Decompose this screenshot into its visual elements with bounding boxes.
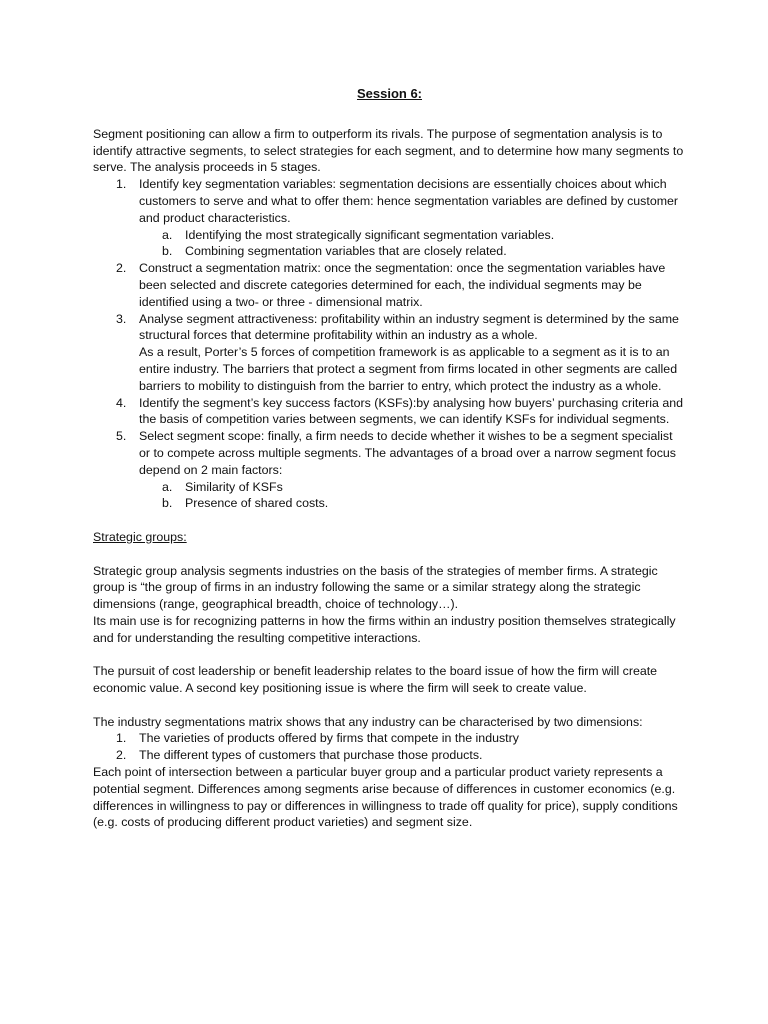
list-item-text: Analyse segment attractiveness: profitability within an industry segment is determined by the same structural forces that determine profitability within an industry as a whole. <box>139 311 679 343</box>
list-number: 3. <box>116 311 127 326</box>
sub-list-item <box>139 495 686 512</box>
list-item-text: Identify key segmentation variables: segmentation decisions are essentially choices about which customers to serve and what to offer them: hence segmentation variables are defined by customer and product characteristics. <box>139 177 679 225</box>
sub-list-item-text: Combining segmentation variables that are closely related. <box>185 244 507 259</box>
sub-list-item <box>139 243 686 260</box>
sub-list-item-text: Presence of shared costs. <box>185 496 329 511</box>
list-item-text-continued: As a result, Porter’s 5 forces of competition framework is as applicable to a segment as it is to an entire industry. The barriers that protect a segment from firms located in other segments are called barriers to mobility to distinguish from the barrier to entry, which protect the industry as a whole. <box>139 345 678 393</box>
spacer <box>93 512 686 529</box>
section-heading-strategic-groups: Strategic groups: <box>93 529 187 544</box>
list-number: 4. <box>116 395 127 410</box>
list-item <box>93 395 686 429</box>
spacer <box>93 546 686 563</box>
list-item-text: Construct a segmentation matrix: once the segmentation: once the segmentation variables have been selected and discrete categories determined for each, the individual segments may be identified using a two- or three - dimensional matrix. <box>139 261 666 309</box>
list-item-text: Identify the segment’s key success factors (KSFs):by analysing how buyers’ purchasing criteria and the basis of competition varies between segments, we can identify KSFs for individual segments. <box>139 395 684 427</box>
spacer <box>93 697 686 714</box>
spacer <box>93 647 686 664</box>
sub-list-item-text: Identifying the most strategically significant segmentation variables. <box>185 227 555 242</box>
list-number: 2. <box>116 748 127 763</box>
sub-list-letter: b. <box>162 244 173 259</box>
matrix-paragraph: The industry segmentations matrix shows that any industry can be characterised by two dimensions: <box>93 714 643 729</box>
sub-list-item-text: Similarity of KSFs <box>185 479 283 494</box>
sub-list-letter: a. <box>162 227 173 242</box>
pursuit-paragraph: The pursuit of cost leadership or benefit leadership relates to the board issue of how the firm will create economic value. A second key positioning issue is where the firm will seek to create value. <box>93 664 658 696</box>
list-item-text: The different types of customers that purchase those products. <box>139 748 483 763</box>
strategic-paragraph-1: Strategic group analysis segments industries on the basis of the strategies of member firms. A strategic group is “the group of firms in an industry following the same or a similar strategy along the strategic dimensions (range, geographical breadth, choice of technology…). <box>93 563 658 612</box>
intro-paragraph: Segment positioning can allow a firm to outperform its rivals. The purpose of segmentation analysis is to identify attractive segments, to select strategies for each segment, and to determine how many segments to serve. The analysis proceeds in 5 stages. <box>93 126 684 175</box>
dimensions-list <box>93 730 686 764</box>
list-item-text: Select segment scope: finally, a firm needs to decide whether it wishes to be a segment specialist or to compete across multiple segments. The advantages of a broad over a narrow segment focus depend on 2 main factors: <box>139 429 676 477</box>
list-item <box>93 730 686 747</box>
sub-list-letter: a. <box>162 479 173 494</box>
sub-list-item <box>139 227 686 244</box>
stages-list <box>93 176 686 512</box>
closing-paragraph: Each point of intersection between a particular buyer group and a particular product variety represents a potential segment. Differences among segments arise because of differences in customer economics (e.g. differences in willingness to pay or differences in willingness to trade off quality for price), supply conditions (e.g. costs of producing different product varieties) and segment size. <box>93 765 678 830</box>
sub-list <box>139 227 686 261</box>
list-number: 1. <box>116 177 127 192</box>
list-item <box>93 311 686 395</box>
sub-list-item <box>139 479 686 496</box>
list-item <box>93 428 686 512</box>
sub-list <box>139 479 686 513</box>
list-number: 1. <box>116 731 127 746</box>
page-title: Session 6: <box>356 86 423 101</box>
sub-list-letter: b. <box>162 496 173 511</box>
list-number: 2. <box>116 261 127 276</box>
list-item <box>93 176 686 260</box>
strategic-paragraph-2: Its main use is for recognizing patterns in how the firms within an industry position themselves strategically and for understanding the resulting competitive interactions. <box>93 613 676 645</box>
list-item-text: The varieties of products offered by firms that compete in the industry <box>139 731 519 746</box>
list-item <box>93 260 686 310</box>
list-item <box>93 747 686 764</box>
list-number: 5. <box>116 429 127 444</box>
